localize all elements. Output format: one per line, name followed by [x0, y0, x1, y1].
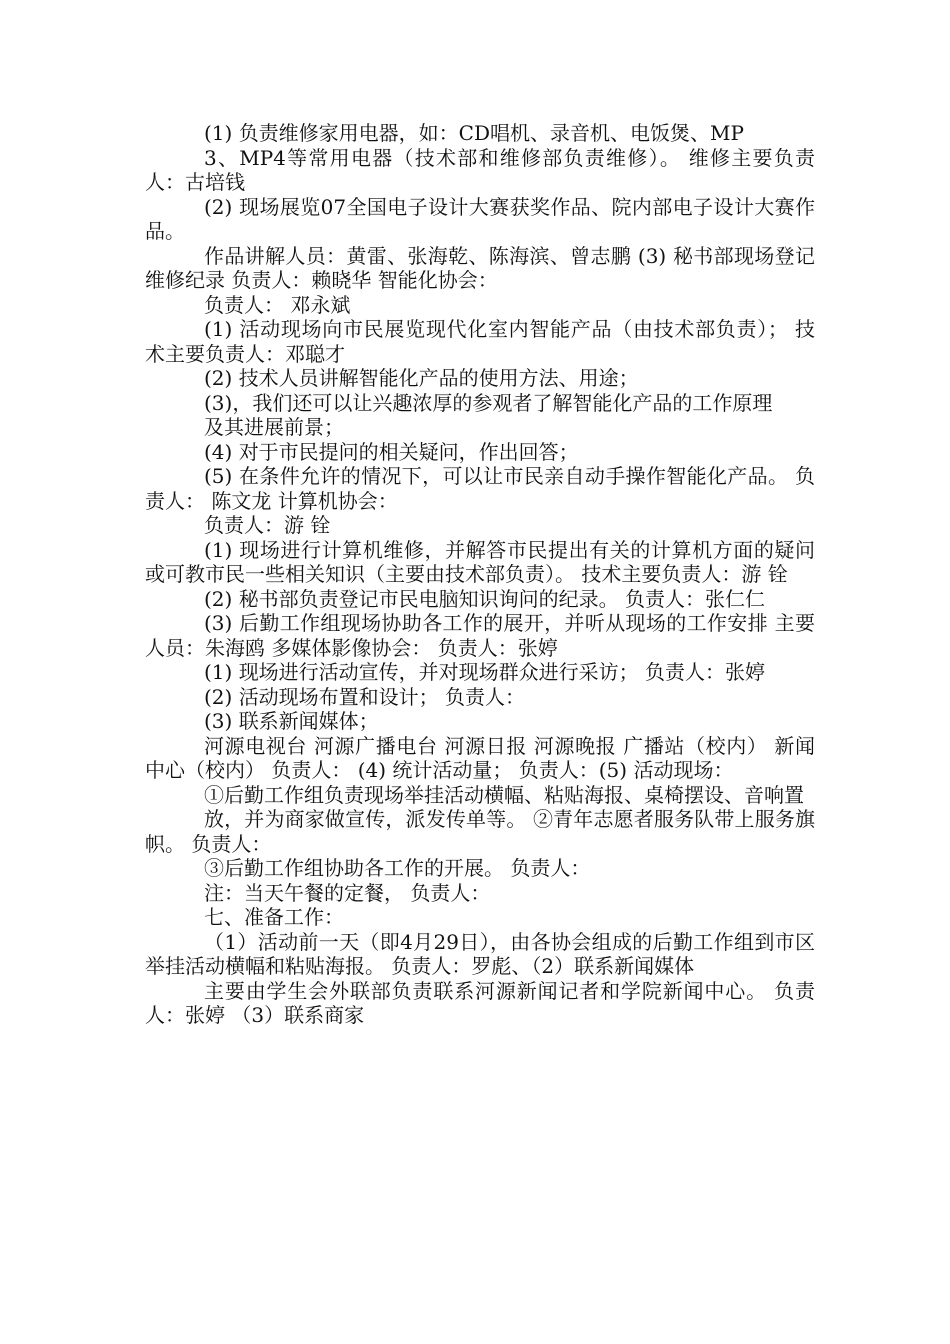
paragraph: 河源电视台 河源广播电台 河源日报 河源晚报 广播站（校内） 新闻中心（校内） 负责人： (4) 统计活动量； 负责人：(5) 活动现场： [145, 733, 815, 782]
paragraph: (4) 对于市民提问的相关疑问，作出回答； [204, 439, 579, 464]
paragraph: (1) 现场进行活动宣传，并对现场群众进行采访； 负责人：张婷 [204, 660, 766, 684]
paragraph: (1) 现场进行计算机维修，并解答市民提出有关的计算机方面的疑问或可教市民一些相关知识（主要由技术部负责）。 技术主要负责人：游 铨 [145, 537, 815, 586]
paragraph: (5) 在条件允许的情况下，可以让市民亲自动手操作智能化产品。 负责人： 陈文龙 计算机协会： [145, 464, 815, 513]
paragraph: (2) 秘书部负责登记市民电脑知识询问的纪录。 负责人：张仁仁 [204, 586, 766, 611]
paragraph: (2) 技术人员讲解智能化产品的使用方法、用途； [204, 366, 639, 390]
paragraph: 注：当天午餐的定餐， 负责人： [204, 880, 491, 905]
paragraph: (3)，我们还可以让兴趣浓厚的参观者了解智能化产品的工作原理 [204, 390, 773, 415]
paragraph: ①后勤工作组负责现场举挂活动横幅、粘贴海报、桌椅摆设、音响置 [204, 782, 804, 807]
paragraph: (3) 联系新闻媒体； [204, 709, 379, 733]
paragraph: 七、准备工作： [204, 905, 344, 929]
paragraph: (3) 后勤工作组现场协助各工作的展开，并听从现场的工作安排 主要人员：朱海鸥 多媒体影像协会： 负责人：张婷 [145, 611, 815, 660]
paragraph: (2) 现场展览07全国电子设计大赛获奖作品、院内部电子设计大赛作品。 [145, 194, 815, 243]
document-body [145, 121, 815, 1028]
paragraph: 3、MP4等常用电器（技术部和维修部负责维修）。 维修主要负责人：古培钱 [145, 145, 815, 194]
paragraph: （1）活动前一天（即4月29日），由各协会组成的后勤工作组到市区举挂活动横幅和粘贴海报。 负责人：罗彪、（2）联系新闻媒体 [145, 929, 815, 978]
paragraph: 负责人： 邓永斌 [204, 292, 351, 317]
paragraph: 负责人：游 铨 [204, 513, 331, 537]
paragraph: ③后勤工作组协助各工作的开展。 负责人： [204, 856, 591, 880]
paragraph: (1) 活动现场向市民展览现代化室内智能产品（由技术部负责）； 技术主要负责人：邓聪才 [145, 317, 815, 366]
paragraph: 作品讲解人员：黄雷、张海乾、陈海滨、曾志鹏 (3) 秘书部现场登记维修纪录 负责人：赖晓华 智能化协会： [145, 243, 815, 292]
paragraph: 主要由学生会外联部负责联系河源新闻记者和学院新闻中心。 负责人：张婷 （3）联系商家 [145, 978, 815, 1027]
paragraph: (1) 负责维修家用电器，如：CD唱机、录音机、电饭煲、MP [204, 121, 744, 145]
paragraph: 放，并为商家做宣传，派发传单等。 ②青年志愿者服务队带上服务旗帜。 负责人： [145, 807, 815, 856]
paragraph: (2) 活动现场布置和设计； 负责人： [204, 684, 526, 709]
paragraph: 及其进展前景； [204, 415, 344, 439]
